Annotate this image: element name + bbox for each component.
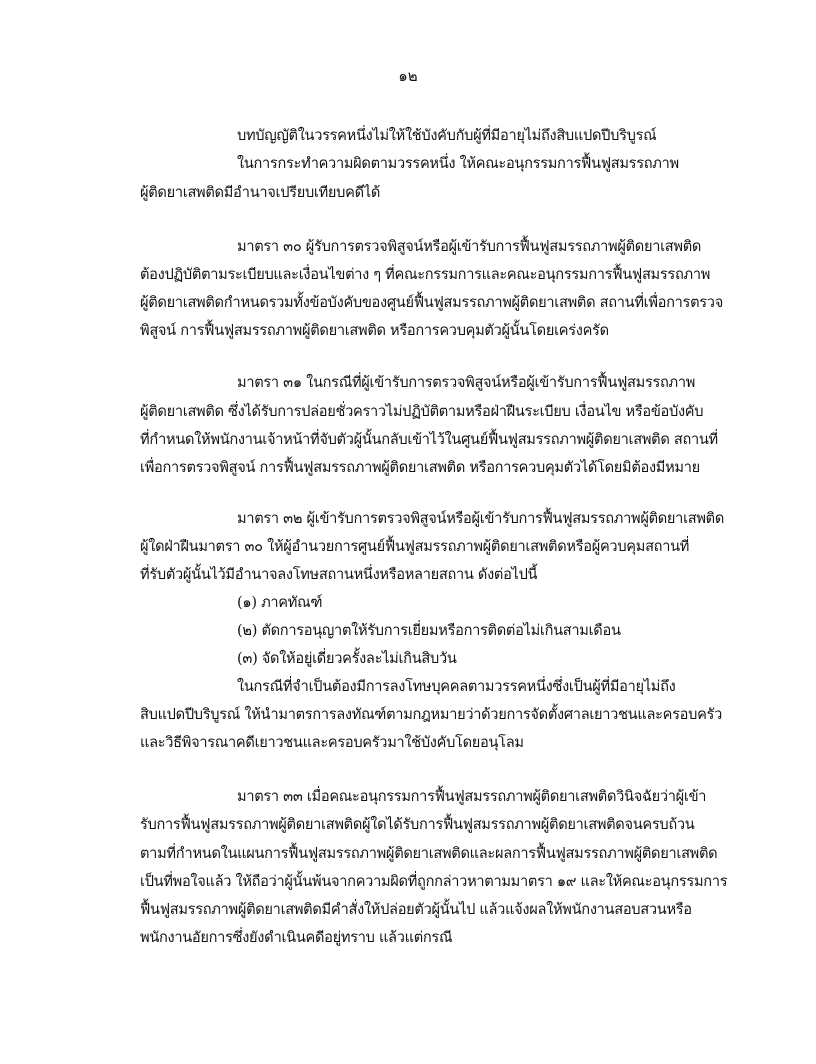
text-line: พิสูจน์ การฟื้นฟูสมรรถภาพผู้ติดยาเสพติด หรือการควบคุมตัวผู้นั้นโดยเคร่งครัด bbox=[140, 322, 609, 339]
text-line: รับการฟื้นฟูสมรรถภาพผู้ติดยาเสพติดผู้ใดได้รับการฟื้นฟูสมรรถภาพผู้ติดยาเสพติดจนครบถ้วน bbox=[140, 816, 695, 833]
page-number: ๑๒ bbox=[398, 67, 418, 85]
text-line: มาตรา ๓๑ ในกรณีที่ผู้เข้ารับการตรวจพิสูจน์หรือผู้เข้ารับการฟื้นฟูสมรรถภาพ bbox=[237, 374, 696, 391]
text-line: บทบัญญัติในวรรคหนึ่งไม่ให้ใช้บังคับกับผู้ที่มีอายุไม่ถึงสิบแปดปีบริบูรณ์ bbox=[237, 127, 657, 144]
text-line: ผู้ติดยาเสพติดมีอำนาจเปรียบเทียบคดีได้ bbox=[140, 184, 381, 201]
text-line: มาตรา ๓๐ ผู้รับการตรวจพิสูจน์หรือผู้เข้ารับการฟื้นฟูสมรรถภาพผู้ติดยาเสพติด bbox=[237, 238, 702, 255]
text-line: พนักงานอัยการซึ่งยังดำเนินคดีอยู่ทราบ แล้วแต่กรณี bbox=[140, 929, 453, 946]
text-line: ฟื้นฟูสมรรถภาพผู้ติดยาเสพติดมีคำสั่งให้ปล่อยตัวผู้นั้นไป แล้วแจ้งผลให้พนักงานสอบสวนหรือ bbox=[140, 901, 692, 918]
text-line: มาตรา ๓๓ เมื่อคณะอนุกรรมการฟื้นฟูสมรรถภาพผู้ติดยาเสพติดวินิจฉัยว่าผู้เข้า bbox=[237, 788, 707, 805]
text-line: สิบแปดปีบริบูรณ์ ให้นำมาตรการลงทัณฑ์ตามกฎหมายว่าด้วยการจัดตั้งศาลเยาวชนและครอบครัว bbox=[140, 706, 722, 723]
text-line: ที่รับตัวผู้นั้นไว้มีอำนาจลงโทษสถานหนึ่งหรือหลายสถาน ดังต่อไปนี้ bbox=[140, 566, 538, 583]
text-line: ตามที่กำหนดในแผนการฟื้นฟูสมรรถภาพผู้ติดยาเสพติดและผลการฟื้นฟูสมรรถภาพผู้ติดยาเสพติด bbox=[140, 845, 718, 862]
text-line: ผู้ติดยาเสพติดกำหนดรวมทั้งข้อบังคับของศูนย์ฟื้นฟูสมรรถภาพผู้ติดยาเสพติด สถานที่เพื่อการตรวจ bbox=[140, 294, 723, 311]
text-line: ในการกระทำความผิดตามวรรคหนึ่ง ให้คณะอนุกรรมการฟื้นฟูสมรรถภาพ bbox=[237, 155, 679, 172]
text-line: มาตรา ๓๒ ผู้เข้ารับการตรวจพิสูจน์หรือผู้เข้ารับการฟื้นฟูสมรรถภาพผู้ติดยาเสพติด bbox=[237, 510, 725, 527]
text-line: ในกรณีที่จำเป็นต้องมีการลงโทษบุคคลตามวรรคหนึ่งซึ่งเป็นผู้ที่มีอายุไม่ถึง bbox=[237, 678, 676, 695]
text-line: เพื่อการตรวจพิสูจน์ การฟื้นฟูสมรรถภาพผู้ติดยาเสพติด หรือการควบคุมตัวได้โดยมิต้องมีหมาย bbox=[140, 459, 700, 476]
text-line: ต้องปฏิบัติตามระเบียบและเงื่อนไขต่าง ๆ ที่คณะกรรมการและคณะอนุกรรมการฟื้นฟูสมรรถภาพ bbox=[140, 266, 711, 283]
text-line: ผู้ติดยาเสพติด ซึ่งได้รับการปล่อยชั่วคราวไม่ปฏิบัติตามหรือฝ่าฝืนระเบียบ เงื่อนไข หรือข้อบังคับ bbox=[140, 403, 704, 420]
list-item: (๓) จัดให้อยู่เดี่ยวครั้งละไม่เกินสิบวัน bbox=[237, 650, 457, 667]
list-item: (๑) ภาคทัณฑ์ bbox=[237, 594, 323, 611]
text-line: และวิธีพิจารณาคดีเยาวชนและครอบครัวมาใช้บังคับโดยอนุโลม bbox=[140, 734, 524, 751]
text-line: ที่กำหนดให้พนักงานเจ้าหน้าที่จับตัวผู้นั้นกลับเข้าไว้ในศูนย์ฟื้นฟูสมรรถภาพผู้ติดยาเสพติด สถานที่ bbox=[140, 431, 718, 448]
text-line: ผู้ใดฝ่าฝืนมาตรา ๓๐ ให้ผู้อำนวยการศูนย์ฟื้นฟูสมรรถภาพผู้ติดยาเสพติดหรือผู้ควบคุมสถานที่ bbox=[140, 538, 690, 555]
list-item: (๒) ตัดการอนุญาตให้รับการเยี่ยมหรือการติดต่อไม่เกินสามเดือน bbox=[237, 622, 621, 639]
text-line: เป็นที่พอใจแล้ว ให้ถือว่าผู้นั้นพ้นจากความผิดที่ถูกกล่าวหาตามมาตรา ๑๙ และให้คณะอนุกรรมการ bbox=[140, 873, 728, 890]
